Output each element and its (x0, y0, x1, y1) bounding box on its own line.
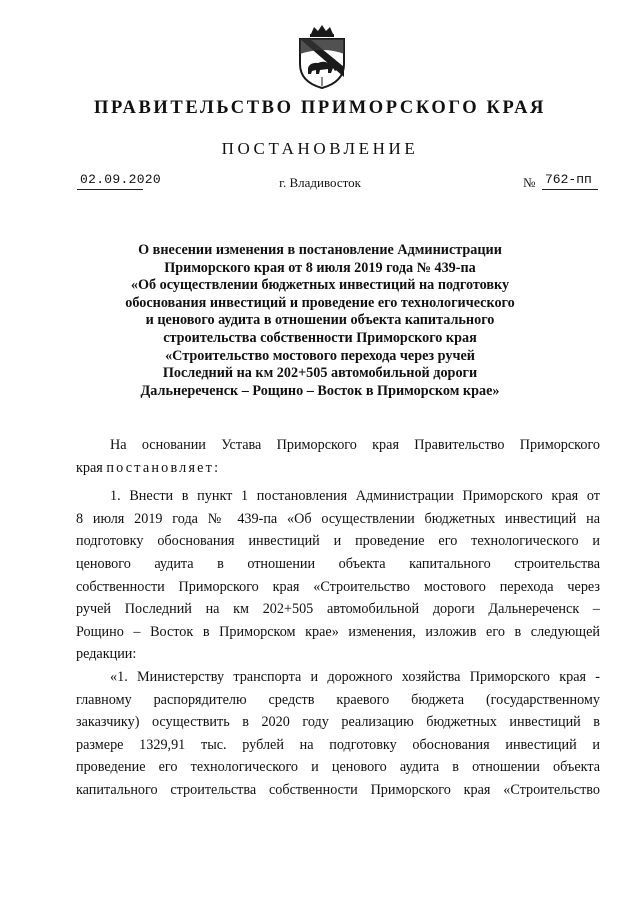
text-line: капитального строительства собственности Приморского края «Строительство (76, 781, 600, 798)
number-sign: № (523, 175, 536, 190)
heading-line: «Об осуществлении бюджетных инвестиций на подготовку (130, 277, 510, 294)
text-line (76, 457, 600, 480)
heading-line: О внесении изменения в постановление Администрации (138, 242, 502, 258)
text-line: подготовку обоснования инвестиций и проведение его технологического и (76, 533, 600, 550)
heading-line: Последний на км 202+505 автомобильной дороги (162, 365, 478, 382)
text-line: проведение его технологического и ценового аудита в отношении объекта (76, 759, 600, 776)
text-fragment: края (76, 459, 107, 476)
text-line: редакции: (76, 646, 137, 663)
text-line: На основании Устава Приморского края Правительство Приморского (110, 437, 600, 453)
text-line: главному распорядителю средств краевого бюджета (государственному (76, 691, 600, 708)
paragraph-preamble (76, 434, 600, 479)
text-line: ценового аудита в отношении объекта капитального строительства (76, 555, 600, 572)
text-line: заказчику) осуществить в 2020 году реализацию бюджетных инвестиций в (76, 714, 600, 731)
number-underline (542, 189, 598, 190)
document-heading (100, 242, 540, 400)
document-type: ПОСТАНОВЛЕНИЕ (221, 139, 419, 158)
heading-line: строительства собственности Приморского края (163, 329, 477, 346)
coat-of-arms-emblem (294, 24, 350, 90)
document-number: 762-пп (545, 172, 592, 187)
text-line: собственности Приморского края «Строительство мостового перехода через (76, 578, 600, 595)
paragraph-1 (76, 485, 600, 666)
text-line: 1. Внести в пункт 1 постановления Администрации Приморского края от (110, 488, 600, 505)
heading-line: и ценового аудита в отношении объекта капитального (145, 312, 495, 329)
decree-word: постановляет: (106, 459, 221, 476)
heading-line: обоснования инвестиций и проведение его технологического (125, 294, 515, 311)
heading-line: «Строительство мостового перехода через ручей (165, 347, 475, 364)
text-line: «1. Министерству транспорта и дорожного хозяйства Приморского края - (110, 668, 600, 685)
text-line: Рощино – Восток в Приморском крае» изменения, изложив его в следующей (76, 623, 600, 640)
heading-line: Приморского края от 8 июля 2019 года № 439-па (164, 259, 476, 276)
document-city: г. Владивосток (279, 175, 361, 190)
heading-line: Дальнереченск – Рощино – Восток в Приморском крае» (140, 382, 500, 399)
text-line: размере 1329,91 тыс. рублей на подготовку обоснования инвестиций и (76, 736, 600, 753)
text-line: ручей Последний на км 202+505 автомобильной дороги Дальнереченск – (76, 601, 600, 618)
text-line: 8 июля 2019 года № 439-па «Об осуществлении бюджетных инвестиций на (76, 510, 600, 527)
paragraph-2 (76, 666, 600, 802)
document-date: 02.09.2020 (80, 172, 162, 187)
document-body (76, 434, 600, 802)
government-title: ПРАВИТЕЛЬСТВО ПРИМОРСКОГО КРАЯ (93, 98, 546, 118)
